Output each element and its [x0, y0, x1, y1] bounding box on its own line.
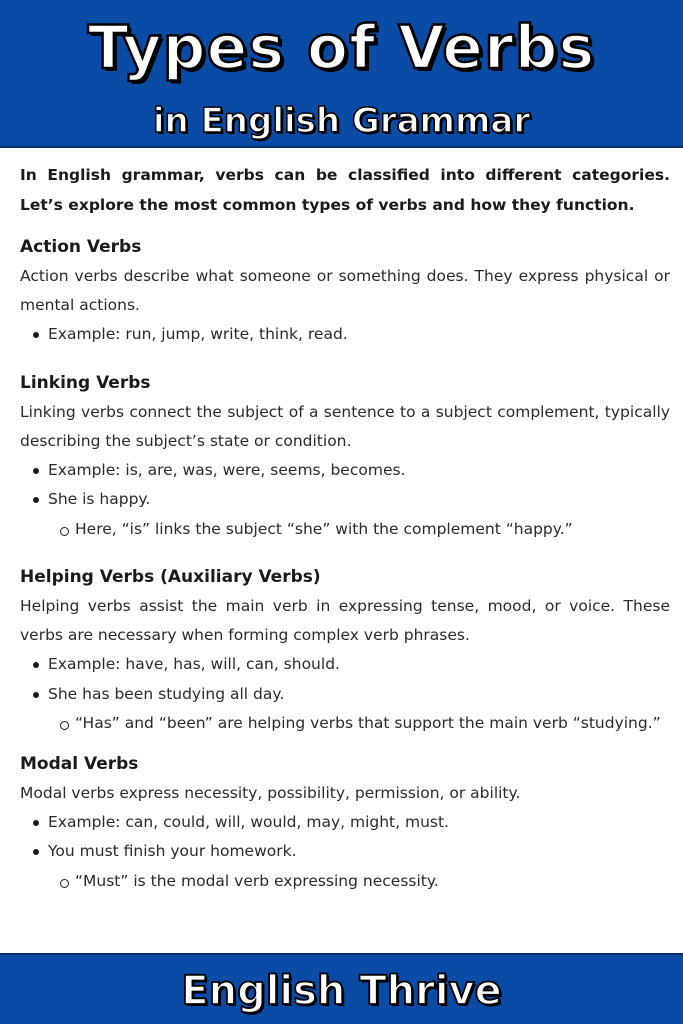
bullet-list: [20, 650, 670, 739]
page-title: Types of Verbs: [87, 13, 596, 83]
header-banner: [0, 0, 683, 148]
bullet-list: [20, 456, 670, 545]
section-helping-verbs: [20, 562, 670, 739]
article-body: [20, 160, 670, 896]
sub-list-item: “Has” and “been” are helping verbs that support the main verb “studying.”: [20, 709, 670, 739]
section-heading: Modal Verbs: [20, 753, 139, 774]
section-description: Linking verbs connect the subject of a sentence to a subject complement, typically describing the subject’s state or condition.: [20, 402, 670, 450]
bullet-list: [20, 320, 670, 350]
intro-paragraph: In English grammar, verbs can be classified into different categories. Let’s explore the most common types of verbs and how they function.: [20, 166, 670, 214]
list-item: She has been studying all day.: [20, 680, 670, 710]
section-heading: Linking Verbs: [20, 372, 151, 393]
bullet-list: [20, 808, 670, 897]
section-heading: Helping Verbs (Auxiliary Verbs): [20, 567, 321, 587]
list-item: Example: is, are, was, were, seems, becomes.: [20, 456, 670, 486]
list-item: She is happy.: [20, 485, 670, 515]
list-item: Example: run, jump, write, think, read.: [20, 320, 670, 350]
brand-name: English Thrive: [181, 968, 502, 1014]
list-item: You must finish your homework.: [20, 837, 670, 867]
section-description: Action verbs describe what someone or something does. They express physical or mental actions.: [20, 267, 670, 314]
section-action-verbs: [20, 232, 670, 350]
footer-banner: [0, 953, 683, 1024]
section-heading: Action Verbs: [20, 237, 142, 257]
section-description: Modal verbs express necessity, possibility, permission, or ability.: [20, 783, 521, 802]
sub-list-item: “Must” is the modal verb expressing necessity.: [20, 867, 670, 897]
list-item: Example: have, has, will, can, should.: [20, 650, 670, 680]
section-modal-verbs: [20, 749, 670, 897]
page-subtitle: in English Grammar: [152, 101, 531, 141]
section-description: Helping verbs assist the main verb in expressing tense, mood, or voice. These verbs are necessary when forming complex verb phrases.: [20, 597, 670, 644]
sub-list-item: Here, “is” links the subject “she” with the complement “happy.”: [20, 515, 670, 545]
section-linking-verbs: [20, 368, 670, 545]
list-item: Example: can, could, will, would, may, might, must.: [20, 808, 670, 838]
